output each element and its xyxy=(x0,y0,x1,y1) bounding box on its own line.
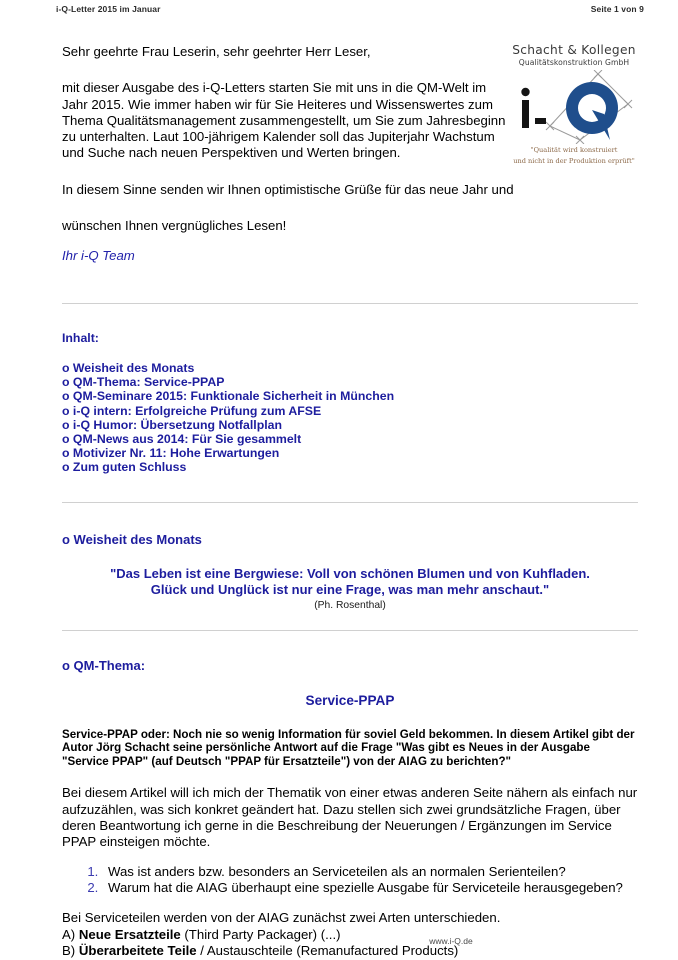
contents-item-qm-seminare[interactable]: o QM-Seminare 2015: Funktionale Sicherheit in München xyxy=(62,389,395,404)
spacer xyxy=(62,768,638,785)
footer-website-url[interactable]: www.i-Q.de xyxy=(429,936,473,946)
letter-salutation: Sehr geehrte Frau Leserin, sehr geehrter Herr Leser, xyxy=(62,44,371,59)
header-issue-label: i-Q-Letter 2015 im Januar xyxy=(56,4,161,14)
logo-company-name: Schacht & Kollegen xyxy=(512,43,636,57)
qm-topic-lead: Service-PPAP oder: Noch nie so wenig Information für soviel Geld bekommen. In diesem Artikel gibt der Autor Jörg Schacht seine persönliche Antwort auf die Frage "Was gibt es Neues in der Ausgabe "Service PPAP" (auf Deutsch "PPAP für Ersatzteile") von der AIAG zu berichten?" xyxy=(62,727,635,768)
spacer xyxy=(62,277,638,303)
document-body xyxy=(62,44,638,959)
kind-b-label: B) xyxy=(62,942,76,958)
qm-topic-kinds-intro: Bei Serviceteilen werden von der AIAG zunächst zwei Arten unterschieden. xyxy=(62,910,501,926)
kind-b-bold-text: Überarbeitete Teile xyxy=(78,942,197,958)
contents-item-schluss[interactable]: o Zum guten Schluss xyxy=(62,460,187,475)
spacer xyxy=(62,304,638,331)
logo-company-subtitle: Qualitätskonstruktion GmbH xyxy=(518,58,630,67)
wisdom-quote-line-1: "Das Leben ist eine Bergwiese: Voll von schönen Blumen und von Kuhfladen. xyxy=(110,565,590,581)
qm-topic-section xyxy=(62,658,638,959)
qm-topic-heading: o QM-Thema: xyxy=(62,657,146,673)
qm-topic-questions xyxy=(62,864,638,897)
spacer xyxy=(62,198,514,218)
contents-list xyxy=(62,361,638,475)
spacer xyxy=(62,475,638,502)
letter-closing: wünschen Ihnen vergnügliches Lesen! xyxy=(62,218,287,234)
company-logo xyxy=(506,44,642,165)
kind-b-rest-text: / Austauschteile (Remanufactured Products) xyxy=(196,942,459,958)
qm-topic-title: Service-PPAP xyxy=(305,692,395,708)
spacer xyxy=(62,896,638,910)
letter-wishes-paragraph: In diesem Sinne senden wir Ihnen optimistische Grüße für das neue Jahr und xyxy=(62,181,514,197)
wisdom-attribution: (Ph. Rosenthal) xyxy=(314,599,386,611)
table-of-contents xyxy=(62,331,638,475)
header-page-number: Seite 1 von 9 xyxy=(590,4,644,14)
contents-title: Inhalt: xyxy=(62,331,99,346)
qm-topic-body: Bei diesem Artikel will ich mich der Thematik von einer etwas anderen Seite nähern als einfach nur aufzuzählen, was sich konkret geändert hat. Dazu stellen sich zwei grundsätzliche Fragen, über deren Beantwortung ich gerne in die Beschreibung der Neuerungen / Ergänzungen im Service PPAP einsteigen möchte. xyxy=(62,785,638,850)
letter-intro-text xyxy=(62,44,514,264)
qm-topic-question-1: 1. Was ist anders bzw. besonders an Serviceteilen als an normalen Serienteilen? xyxy=(102,864,638,880)
page-header xyxy=(56,4,644,14)
logo-iq-graphic xyxy=(506,70,642,144)
logo-tagline-line1: "Qualität wird konstruiert xyxy=(530,146,618,154)
contents-item-iq-intern[interactable]: o i-Q intern: Erfolgreiche Prüfung zum AFSE xyxy=(62,403,322,418)
contents-item-iq-humor[interactable]: o i-Q Humor: Übersetzung Notfallplan xyxy=(62,417,282,432)
spacer xyxy=(62,851,638,864)
contents-item-motivizer[interactable]: o Motivizer Nr. 11: Hohe Erwartungen xyxy=(62,446,280,461)
contents-item-qm-news[interactable]: o QM-News aus 2014: Für Sie gesammelt xyxy=(62,432,302,447)
page-footer xyxy=(0,936,678,946)
spacer xyxy=(62,345,638,361)
spacer xyxy=(62,162,514,182)
contents-item-weisheit[interactable]: o Weisheit des Monats xyxy=(62,361,195,376)
kind-a-bold-text: Neue Ersatzteile xyxy=(78,926,181,942)
spacer xyxy=(62,709,638,728)
spacer xyxy=(62,673,638,693)
letter-signature: Ihr i-Q Team xyxy=(62,247,135,263)
kind-a-label: A) xyxy=(62,926,76,942)
logo-wordmark-iq xyxy=(506,70,642,144)
intro-section xyxy=(62,44,638,264)
spacer xyxy=(62,547,638,566)
wisdom-heading: o Weisheit des Monats xyxy=(62,531,202,547)
wisdom-quote-line-2: Glück und Unglück ist nur eine Frage, was man mehr anschaut." xyxy=(150,581,550,597)
spacer xyxy=(62,631,638,658)
wisdom-section xyxy=(62,532,638,612)
qm-topic-question-2: 2. Warum hat die AIAG überhaupt eine spezielle Ausgabe für Serviceteile herausgegeben? xyxy=(102,880,638,896)
logo-tagline-line2: und nicht in der Produktion erprüft" xyxy=(513,156,635,165)
letter-intro-paragraph: mit dieser Ausgabe des i-Q-Letters starten Sie mit uns in die QM-Welt im Jahr 2015. Wie immer haben wir für Sie Heiteres und Wissenswertes zum Thema Qualitätsmanagement zusammengestellt, um Sie zum Jahresbeginn zu unterhalten. Laut 100-jährigem Kalender soll das Jupiterjahr Wachstum und Suche nach neuen Perspektiven und Werten bringen. xyxy=(62,80,506,161)
spacer xyxy=(62,60,514,80)
contents-item-qm-thema[interactable]: o QM-Thema: Service-PPAP xyxy=(62,375,225,390)
spacer xyxy=(62,503,638,532)
spacer xyxy=(62,612,638,630)
kind-a-rest-text: (Third Party Packager) (...) xyxy=(180,926,341,942)
